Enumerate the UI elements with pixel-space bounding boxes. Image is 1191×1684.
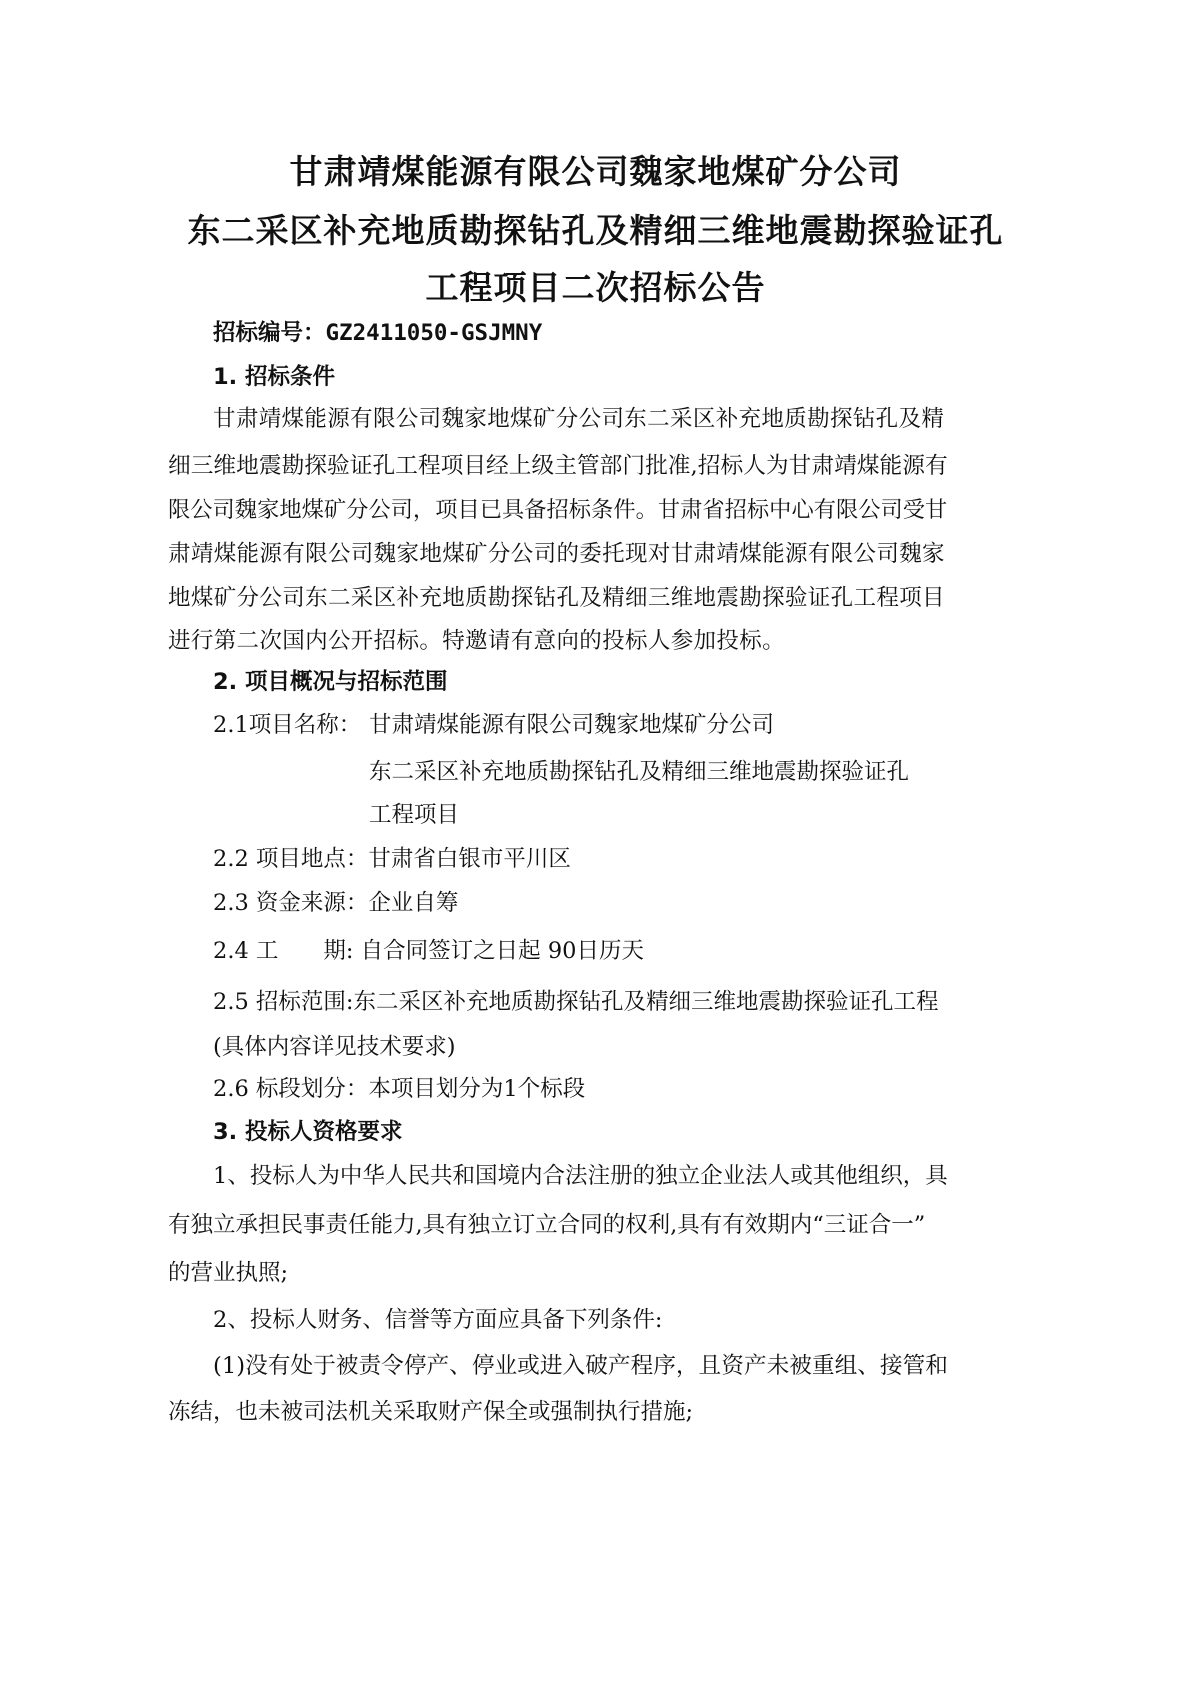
section-1-line: 甘肃靖煤能源有限公司魏家地煤矿分公司东二采区补充地质勘探钻孔及精 — [213, 406, 945, 432]
section-1-line: 地煤矿分公司东二采区补充地质勘探钻孔及精细三维地震勘探验证孔工程项目 — [168, 585, 945, 611]
section-3-paragraph-line: 1、投标人为中华人民共和国境内合法注册的独立企业法人或其他组织，具 — [213, 1163, 948, 1189]
section-3-paragraph: 2、投标人财务、信誉等方面应具备下列条件: — [213, 1307, 663, 1333]
title-line-1: 甘肃靖煤能源有限公司魏家地煤矿分公司 — [289, 152, 902, 191]
construction-period: 2.4 工 期: 自合同签订之日起 90日历天 — [213, 938, 644, 964]
bid-scope-line: (具体内容详见技术要求) — [213, 1034, 456, 1060]
bid-number — [213, 322, 542, 345]
funding-source: 2.3 资金来源：企业自筹 — [213, 890, 459, 916]
project-name-line: 甘肃靖煤能源有限公司魏家地煤矿分公司 — [369, 712, 775, 738]
project-name-line: 东二采区补充地质勘探钻孔及精细三维地震勘探验证孔 — [369, 759, 910, 785]
section-3-paragraph-line: 冻结，也未被司法机关采取财产保全或强制执行措施; — [168, 1399, 694, 1425]
lot-division: 2.6 标段划分：本项目划分为1个标段 — [213, 1076, 586, 1102]
section-1-line: 进行第二次国内公开招标。特邀请有意向的投标人参加投标。 — [168, 628, 785, 654]
section-1-line: 限公司魏家地煤矿分公司，项目已具备招标条件。甘肃省招标中心有限公司受甘 — [168, 497, 948, 523]
section-3-heading: 3. 投标人资格要求 — [213, 1119, 403, 1145]
title-line-3: 工程项目二次招标公告 — [425, 268, 766, 307]
section-1-line: 细三维地震勘探验证孔工程项目经上级主管部门批准,招标人为甘肃靖煤能源有 — [168, 453, 948, 479]
bid-number-label: 招标编号： — [213, 320, 326, 346]
project-location: 2.2 项目地点：甘肃省白银市平川区 — [213, 846, 571, 872]
section-2-heading: 2. 项目概况与招标范围 — [213, 669, 448, 695]
section-1-heading: 1. 招标条件 — [213, 364, 336, 390]
bid-number-value: GZ2411050-GSJMNY — [325, 320, 543, 346]
section-3-paragraph-line: (1)没有处于被责令停产、停业或进入破产程序，且资产未被重组、接管和 — [213, 1353, 948, 1379]
section-1-line: 肃靖煤能源有限公司魏家地煤矿分公司的委托现对甘肃靖煤能源有限公司魏家 — [168, 541, 945, 567]
section-3-paragraph-line: 有独立承担民事责任能力,具有独立订立合同的权利,具有有效期内“三证合一” — [168, 1212, 926, 1238]
bid-scope-line: 2.5 招标范围:东二采区补充地质勘探钻孔及精细三维地震勘探验证孔工程 — [213, 989, 939, 1015]
project-name-label: 2.1项目名称： — [213, 712, 362, 738]
project-name-line: 工程项目 — [369, 802, 460, 828]
section-3-paragraph-line: 的营业执照; — [168, 1260, 289, 1286]
title-line-2: 东二采区补充地质勘探钻孔及精细三维地震勘探验证孔 — [187, 211, 1004, 250]
